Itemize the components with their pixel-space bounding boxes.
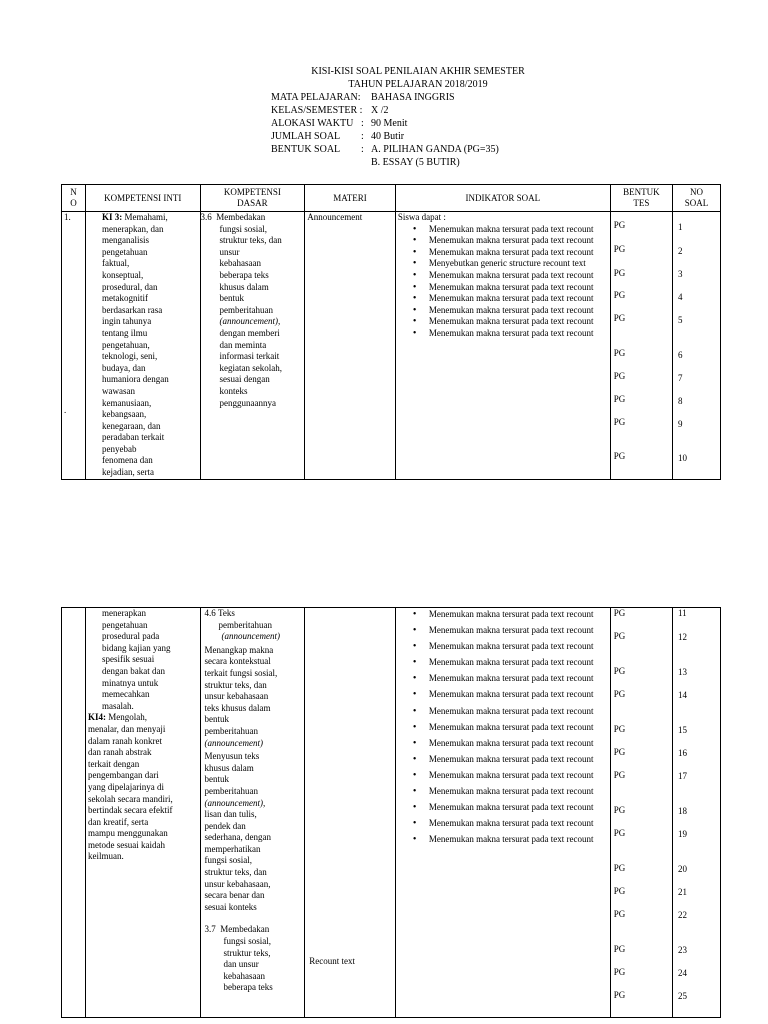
- list-item: • Menemukan makna tersurat pada text recount: [396, 609, 610, 620]
- kd-line: kegiatan sekolah,: [219, 362, 283, 373]
- kd-line: bentuk: [219, 293, 245, 304]
- bentuk-value: PG: [613, 967, 626, 977]
- cell-ki: [86, 608, 201, 1018]
- soal-number: 19: [677, 829, 687, 839]
- meta-label: JUMLAH SOAL: [271, 131, 341, 142]
- meta-value: BAHASA INGGRIS: [371, 92, 455, 103]
- kd-line: bentuk: [204, 714, 230, 725]
- list-item: • Menemukan makna tersurat pada text recount: [396, 641, 610, 652]
- cell-no: [62, 608, 86, 1018]
- kd-line: unsur kebahasaan,: [204, 878, 271, 889]
- ki-line: menalar, dan menyaji: [88, 723, 166, 734]
- soal-number: 10: [677, 453, 687, 463]
- ki-line: konseptual,: [102, 269, 144, 280]
- soal-number: 3: [677, 269, 683, 279]
- cell-ki: [86, 212, 201, 480]
- list-item: • Menemukan makna tersurat pada text recount: [396, 786, 610, 797]
- soal-number: 11: [677, 608, 687, 618]
- cell-materi: [305, 608, 396, 1018]
- kd-line: terkait fungsi sosial,: [204, 667, 278, 678]
- list-item: • Menemukan makna tersurat pada text recount: [396, 305, 610, 317]
- kd-line: (announcement),: [219, 316, 281, 327]
- kd-line: bentuk: [204, 774, 230, 785]
- document-title: KISI-KISI SOAL PENILAIAN AKHIR SEMESTER: [311, 66, 525, 77]
- ki-line: yang dipelajarinya di: [88, 781, 164, 792]
- ki-line: menerapkan: [102, 608, 146, 618]
- ki-line: prosedural pada: [102, 631, 160, 642]
- list-item: • Menemukan makna tersurat pada text recount: [396, 706, 610, 717]
- cell-indikator: [395, 608, 610, 1018]
- soal-number: 12: [677, 632, 687, 642]
- school-year: TAHUN PELAJARAN 2018/2019: [348, 79, 488, 90]
- kd-line: unsur: [219, 246, 240, 257]
- kd-line: dan unsur: [223, 959, 259, 970]
- meta-value: 90 Menit: [371, 118, 408, 129]
- meta-label: KELAS/SEMESTER :: [271, 105, 363, 116]
- kd-line: fungsi sosial,: [204, 855, 253, 866]
- bentuk-value: PG: [613, 909, 626, 919]
- ki-line: teknologi, seni,: [102, 351, 158, 362]
- ki4-label: KI4:: [88, 712, 106, 723]
- meta-colon: :: [361, 131, 364, 142]
- soal-number: 4: [677, 292, 683, 302]
- table-row: [62, 608, 721, 1018]
- cell-bentuk: [610, 608, 672, 1018]
- bentuk-value: PG: [613, 268, 626, 278]
- list-item: • Menemukan makna tersurat pada text recount: [396, 834, 610, 845]
- kd-line: konteks: [219, 385, 248, 396]
- list-item: • Menemukan makna tersurat pada text recount: [396, 657, 610, 668]
- list-item: • Menemukan makna tersurat pada text recount: [396, 722, 610, 733]
- kd-line: dengan memberi: [219, 327, 280, 338]
- ki-line: Memahami,: [124, 212, 168, 222]
- siswa-dapat: Siswa dapat :: [397, 212, 446, 222]
- kd-line: Teks: [218, 608, 235, 618]
- header-nosoal: NO SOAL: [672, 185, 720, 212]
- ki-line: memecahkan: [102, 689, 150, 700]
- kd-line: kebahasaan: [219, 258, 262, 269]
- soal-number: 25: [677, 991, 687, 1001]
- kd-line: beberapa teks: [223, 982, 273, 993]
- bentuk-value: PG: [613, 244, 626, 254]
- ki-line: prosedural, dan: [102, 281, 158, 292]
- kd-line: struktur teks, dan: [219, 235, 282, 246]
- bentuk-value: PG: [613, 863, 626, 873]
- bentuk-value: PG: [613, 348, 626, 358]
- materi-text: Recount text: [309, 956, 356, 966]
- ki-line: pengetahuan: [102, 246, 148, 257]
- cell-nosoal: [672, 212, 720, 480]
- list-item: • Menemukan makna tersurat pada text recount: [396, 625, 610, 636]
- kd-line: secara benar dan: [204, 890, 265, 901]
- bentuk-value: PG: [613, 394, 626, 404]
- kd-line: fungsi sosial,: [219, 223, 268, 234]
- soal-number: 13: [677, 667, 687, 677]
- ki-line: menerapkan, dan: [102, 223, 164, 234]
- ki-line: wawasan: [102, 385, 135, 396]
- ki-line: tentang ilmu: [102, 327, 148, 338]
- cell-nosoal: [672, 608, 720, 1018]
- kd-line: struktur teks, dan: [204, 679, 267, 690]
- ki-line: Mengolah,: [108, 712, 147, 723]
- ki-line: mampu menggunakan: [88, 828, 168, 839]
- soal-number: 18: [677, 806, 687, 816]
- list-item: • Menemukan makna tersurat pada text recount: [396, 282, 610, 294]
- bentuk-value: PG: [613, 371, 626, 381]
- bentuk-value: PG: [613, 689, 626, 699]
- kd-line: struktur teks,: [223, 947, 271, 958]
- kd-line: pemberitahuan: [204, 725, 259, 736]
- soal-number: 23: [677, 945, 687, 955]
- indicator-list: [396, 224, 610, 340]
- meta-label: BENTUK SOAL: [271, 144, 341, 155]
- meta-value: B. ESSAY (5 BUTIR): [371, 157, 460, 168]
- kd-line: pendek dan: [204, 820, 246, 831]
- kd-line: Menangkap makna: [204, 644, 274, 655]
- kd-line: penggunaannya: [219, 397, 277, 408]
- ki-line: budaya, dan: [102, 362, 146, 373]
- ki-line: kemanusiaan,: [102, 397, 152, 408]
- kd-line: (announcement): [221, 631, 281, 642]
- ki-line: metode sesuai kaidah: [88, 839, 165, 850]
- materi-text: Announcement: [307, 212, 363, 222]
- bentuk-value: PG: [613, 451, 626, 461]
- ki-line: menganalisis: [102, 235, 149, 246]
- ki-line: pengetahuan: [102, 619, 148, 630]
- list-item: • Menyebutkan generic structure recount text: [396, 258, 610, 270]
- ki-line: pengembangan dari: [88, 770, 159, 781]
- kd-line: fungsi sosial,: [223, 936, 272, 947]
- list-item: • Menemukan makna tersurat pada text recount: [396, 328, 610, 340]
- bentuk-value: PG: [613, 747, 626, 757]
- ki-line: dan kreatif, serta: [88, 816, 149, 827]
- kd-line: informasi terkait: [219, 351, 280, 362]
- soal-number: 17: [677, 771, 687, 781]
- ki-line: dalam ranah konkret: [88, 735, 162, 746]
- kd-line: (announcement),: [204, 797, 266, 808]
- soal-number: 6: [677, 350, 683, 360]
- list-item: • Menemukan makna tersurat pada text recount: [396, 770, 610, 781]
- list-item: • Menemukan makna tersurat pada text recount: [396, 738, 610, 749]
- bentuk-value: PG: [613, 220, 626, 230]
- list-item: • Menemukan makna tersurat pada text recount: [396, 754, 610, 765]
- cell-materi: [305, 212, 396, 480]
- bentuk-value: PG: [613, 290, 626, 300]
- cell-indikator: [395, 212, 610, 480]
- table-row: [62, 212, 721, 480]
- soal-number: 22: [677, 910, 687, 920]
- ki-line: pengetahuan,: [102, 339, 150, 350]
- ki-line: keilmuan.: [88, 851, 124, 862]
- soal-number: 5: [677, 315, 683, 325]
- ki-line: kebangsaan,: [102, 409, 147, 420]
- meta-label: ALOKASI WAKTU: [271, 118, 354, 129]
- bentuk-value: PG: [613, 805, 626, 815]
- header-ki: KOMPETENSI INTI: [86, 185, 201, 212]
- meta-colon: :: [361, 118, 364, 129]
- ki-line: masalah.: [102, 700, 134, 711]
- kisi-table-page-2: [61, 607, 721, 1018]
- meta-value: A. PILIHAN GANDA (PG=35): [371, 144, 499, 155]
- ki-line: berdasarkan rasa: [102, 304, 163, 315]
- cell-no: [62, 212, 86, 480]
- list-item: • Menemukan makna tersurat pada text recount: [396, 235, 610, 247]
- kd-line: sesuai dengan: [219, 374, 270, 385]
- list-item: • Menemukan makna tersurat pada text recount: [396, 293, 610, 305]
- header-no: N O: [62, 185, 86, 212]
- meta-colon: :: [361, 144, 364, 155]
- list-item: • Menemukan makna tersurat pada text recount: [396, 689, 610, 700]
- kd-number: 3.6: [200, 212, 212, 222]
- kd-line: Membedakan: [220, 924, 270, 935]
- kd-line: struktur teks, dan: [204, 867, 267, 878]
- kd-line: memperhatikan: [204, 843, 261, 854]
- bentuk-value: PG: [613, 828, 626, 838]
- kd-number: 3.7: [204, 924, 216, 935]
- cell-kd: [200, 212, 305, 480]
- bentuk-value: PG: [613, 313, 626, 323]
- ki-line: dengan bakat dan: [102, 665, 165, 676]
- bentuk-value: PG: [613, 990, 626, 1000]
- ki-line: kenegaraan, dan: [102, 420, 161, 431]
- soal-number: 15: [677, 725, 687, 735]
- bentuk-value: PG: [613, 417, 626, 427]
- kd-number: 4.6: [204, 608, 216, 618]
- kd-line: sederhana, dengan: [204, 832, 272, 843]
- kd-line: Membedakan: [216, 212, 266, 222]
- kd-line: pemberitahuan: [204, 785, 259, 796]
- ki-line: sekolah secara mandiri,: [88, 793, 173, 804]
- bentuk-value: PG: [613, 770, 626, 780]
- soal-number: 14: [677, 690, 687, 700]
- bentuk-value: PG: [613, 631, 626, 641]
- ki-line: minatnya untuk: [102, 677, 159, 688]
- ki-line: faktual,: [102, 258, 130, 269]
- header-kd: KOMPETENSI DASAR: [200, 185, 305, 212]
- bentuk-value: PG: [613, 724, 626, 734]
- kd-line: pemberitahuan: [219, 304, 274, 315]
- kd-line: khusus dalam: [204, 762, 254, 773]
- meta-value: 40 Butir: [371, 131, 405, 142]
- bentuk-value: PG: [613, 886, 626, 896]
- kd-line: teks khusus dalam: [204, 702, 271, 713]
- kd-line: secara kontekstual: [204, 656, 271, 667]
- kd-line: sesuai konteks: [204, 901, 257, 912]
- cell-bentuk: [610, 212, 672, 480]
- kd-line: dan meminta: [219, 339, 267, 350]
- ki-line: spesifik sesuai: [102, 654, 155, 665]
- soal-number: 1: [677, 222, 683, 232]
- ki-line: penyebab: [102, 443, 137, 454]
- ki-line: kejadian, serta: [102, 467, 154, 478]
- kd-line: (announcement): [204, 737, 264, 748]
- ki-line: bidang kajian yang: [102, 642, 171, 653]
- ki-line: bertindak secara efektif: [88, 805, 173, 816]
- meta-label: MATA PELAJARAN:: [271, 92, 361, 103]
- ki-line: peradaban terkait: [102, 432, 165, 443]
- list-item: • Menemukan makna tersurat pada text recount: [396, 818, 610, 829]
- list-item: • Menemukan makna tersurat pada text recount: [396, 316, 610, 328]
- list-item: • Menemukan makna tersurat pada text recount: [396, 673, 610, 684]
- table-header-row: [62, 185, 721, 212]
- row-number: 1.: [64, 212, 71, 222]
- bentuk-value: PG: [613, 944, 626, 954]
- list-item: • Menemukan makna tersurat pada text recount: [396, 224, 610, 236]
- ki-line: ingin tahunya: [102, 316, 152, 327]
- ki3-label: KI 3:: [102, 212, 123, 222]
- kd-line: kebahasaan: [223, 970, 266, 981]
- row-dot: .: [64, 405, 67, 415]
- kd-line: pemberitahuan: [218, 619, 273, 630]
- soal-number: 21: [677, 887, 687, 897]
- header-bentuk: BENTUK TES: [610, 185, 672, 212]
- ki-line: humaniora dengan: [102, 374, 169, 385]
- soal-number: 9: [677, 419, 683, 429]
- header-materi: MATERI: [305, 185, 396, 212]
- kisi-table-page-1: [61, 184, 721, 480]
- kd-line: Menyusun teks: [204, 751, 260, 762]
- kd-line: beberapa teks: [219, 269, 269, 280]
- soal-number: 20: [677, 864, 687, 874]
- ki-line: metakognitif: [102, 293, 148, 304]
- list-item: • Menemukan makna tersurat pada text recount: [396, 270, 610, 282]
- ki-line: terkait dengan: [88, 758, 140, 769]
- bentuk-value: PG: [613, 666, 626, 676]
- cell-kd: [200, 608, 305, 1018]
- list-item: • Menemukan makna tersurat pada text recount: [396, 802, 610, 813]
- kd-line: unsur kebahasaan: [204, 691, 269, 702]
- bentuk-value: PG: [613, 608, 626, 618]
- soal-number: 7: [677, 373, 683, 383]
- soal-number: 16: [677, 748, 687, 758]
- ki-line: dan ranah abstrak: [88, 747, 152, 758]
- indicator-list: [396, 609, 610, 845]
- kd-line: lisan dan tulis,: [204, 809, 257, 820]
- list-item: • Menemukan makna tersurat pada text recount: [396, 247, 610, 259]
- soal-number: 24: [677, 968, 687, 978]
- soal-number: 2: [677, 246, 683, 256]
- soal-number: 8: [677, 396, 683, 406]
- meta-value: X /2: [371, 105, 389, 116]
- header-indikator: INDIKATOR SOAL: [395, 185, 610, 212]
- kd-line: khusus dalam: [219, 281, 269, 292]
- ki-line: fenomena dan: [102, 455, 153, 466]
